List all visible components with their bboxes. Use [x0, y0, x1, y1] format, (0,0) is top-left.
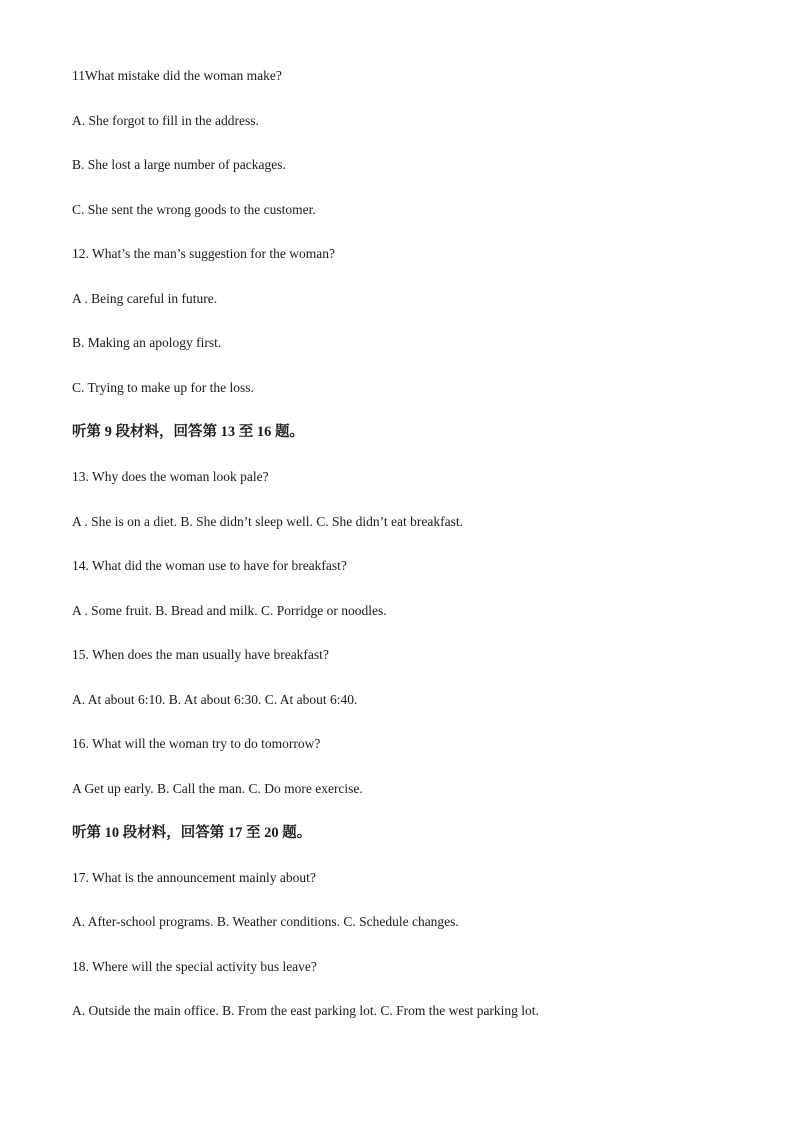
question-12: 12. What’s the man’s suggestion for the woman? — [72, 246, 335, 261]
question-14: 14. What did the woman use to have for breakfast? — [72, 558, 347, 573]
question-17-options: A. After-school programs. B. Weather conditions. C. Schedule changes. — [72, 914, 459, 929]
question-15: 15. When does the man usually have breakfast? — [72, 647, 329, 662]
question-16: 16. What will the woman try to do tomorrow? — [72, 736, 321, 751]
question-15-options: A. At about 6:10. B. At about 6:30. C. At about 6:40. — [72, 692, 358, 707]
question-16-options: A Get up early. B. Call the man. C. Do more exercise. — [72, 781, 363, 796]
question-18-options: A. Outside the main office. B. From the east parking lot. C. From the west parking lot. — [72, 1003, 539, 1018]
question-18: 18. Where will the special activity bus leave? — [72, 959, 317, 974]
question-12-option-b: B. Making an apology first. — [72, 335, 222, 350]
question-12-option-c: C. Trying to make up for the loss. — [72, 380, 254, 395]
question-11-option-a: A. She forgot to fill in the address. — [72, 113, 259, 128]
question-14-options: A . Some fruit. B. Bread and milk. C. Porridge or noodles. — [72, 603, 387, 618]
question-11-option-c: C. She sent the wrong goods to the customer. — [72, 202, 316, 217]
question-17: 17. What is the announcement mainly about? — [72, 870, 316, 885]
question-12-option-a: A . Being careful in future. — [72, 291, 218, 306]
question-11: 11What mistake did the woman make? — [72, 68, 282, 83]
question-13: 13. Why does the woman look pale? — [72, 469, 269, 484]
question-13-options: A . She is on a diet. B. She didn’t sleep well. C. She didn’t eat breakfast. — [72, 514, 463, 529]
section-heading-10: 听第 10 段材料，回答第 17 至 20 题。 — [72, 825, 312, 841]
section-heading-9: 听第 9 段材料，回答第 13 至 16 题。 — [72, 424, 304, 440]
question-11-option-b: B. She lost a large number of packages. — [72, 157, 286, 172]
